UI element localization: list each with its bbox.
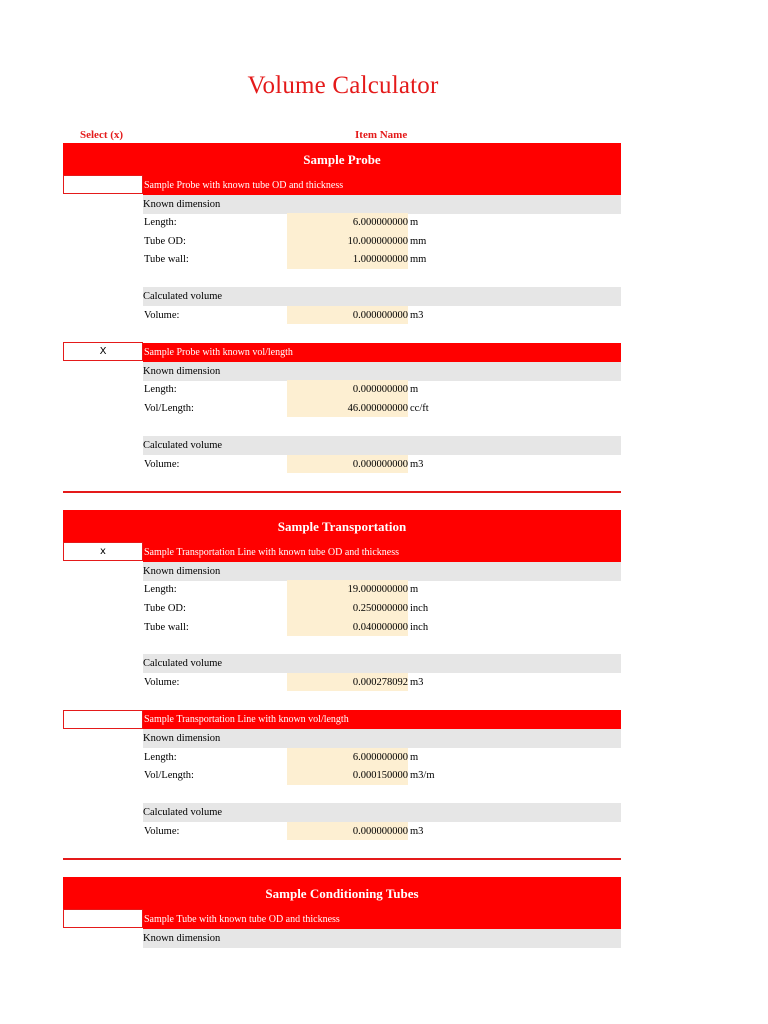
input-value[interactable]: 6.000000000 [352,217,408,228]
section-header-sample-probe: Sample Probe [63,143,621,176]
input-label: Tube wall: [144,622,189,633]
input-unit: inch [410,622,429,633]
input-unit: mm [410,236,427,247]
section-divider [63,491,621,493]
select-cell[interactable]: X [63,342,143,361]
known-dimension-row: Known dimension [143,929,621,948]
result-value: 0.000000000 [352,310,408,321]
calculated-volume-row: Calculated volume [143,654,621,673]
option-title: Sample Transportation Line with known tube OD and thickness [143,543,621,562]
input-unit: m [410,752,419,763]
result-label: Volume: [144,826,180,837]
input-label: Length: [144,752,177,763]
select-column-header: Select (x) [80,129,124,141]
option-title: Sample Probe with known vol/length [143,343,621,362]
input-value[interactable]: 19.000000000 [347,584,408,595]
input-unit: m3/m [410,770,435,781]
known-dimension-row: Known dimension [143,729,621,748]
result-unit: m3 [410,677,424,688]
calculated-volume-row: Calculated volume [143,287,621,306]
result-unit: m3 [410,310,424,321]
input-label: Vol/Length: [144,403,194,414]
input-value[interactable]: 0.040000000 [352,622,408,633]
known-dimension-row: Known dimension [143,362,621,381]
option-title: Sample Tube with known tube OD and thickness [143,910,621,929]
result-label: Volume: [144,677,180,688]
input-label: Tube wall: [144,254,189,265]
input-value[interactable]: 46.000000000 [347,403,408,414]
section-header-sample-conditioning-tubes: Sample Conditioning Tubes [63,877,621,910]
known-dimension-row: Known dimension [143,195,621,214]
input-value[interactable]: 6.000000000 [352,752,408,763]
input-label: Length: [144,584,177,595]
input-label: Vol/Length: [144,770,194,781]
input-label: Tube OD: [144,603,186,614]
input-label: Length: [144,384,177,395]
input-value[interactable]: 0.000150000 [352,770,408,781]
result-value: 0.000278092 [352,677,408,688]
calculated-volume-row: Calculated volume [143,436,621,455]
result-label: Volume: [144,310,180,321]
input-unit: m [410,217,419,228]
select-cell[interactable] [63,175,143,194]
select-cell[interactable]: x [63,542,143,561]
calculated-volume-row: Calculated volume [143,803,621,822]
section-header-sample-transportation: Sample Transportation [63,510,621,543]
input-label: Length: [144,217,177,228]
result-value: 0.000000000 [352,826,408,837]
item-name-column-header: Item Name [355,129,408,141]
input-label: Tube OD: [144,236,186,247]
option-title: Sample Probe with known tube OD and thickness [143,176,621,195]
option-title: Sample Transportation Line with known vol/length [143,710,621,729]
input-unit: mm [410,254,427,265]
input-value[interactable]: 0.000000000 [352,384,408,395]
result-label: Volume: [144,459,180,470]
input-unit: m [410,584,419,595]
page-title: Volume Calculator [247,72,439,99]
result-unit: m3 [410,459,424,470]
input-unit: m [410,384,419,395]
select-cell[interactable] [63,909,143,928]
input-value[interactable]: 10.000000000 [347,236,408,247]
result-unit: m3 [410,826,424,837]
known-dimension-row: Known dimension [143,562,621,581]
select-cell[interactable] [63,710,143,729]
input-unit: inch [410,603,429,614]
input-value[interactable]: 1.000000000 [352,254,408,265]
input-unit: cc/ft [410,403,429,414]
section-divider [63,858,621,860]
input-value[interactable]: 0.250000000 [352,603,408,614]
result-value: 0.000000000 [352,459,408,470]
